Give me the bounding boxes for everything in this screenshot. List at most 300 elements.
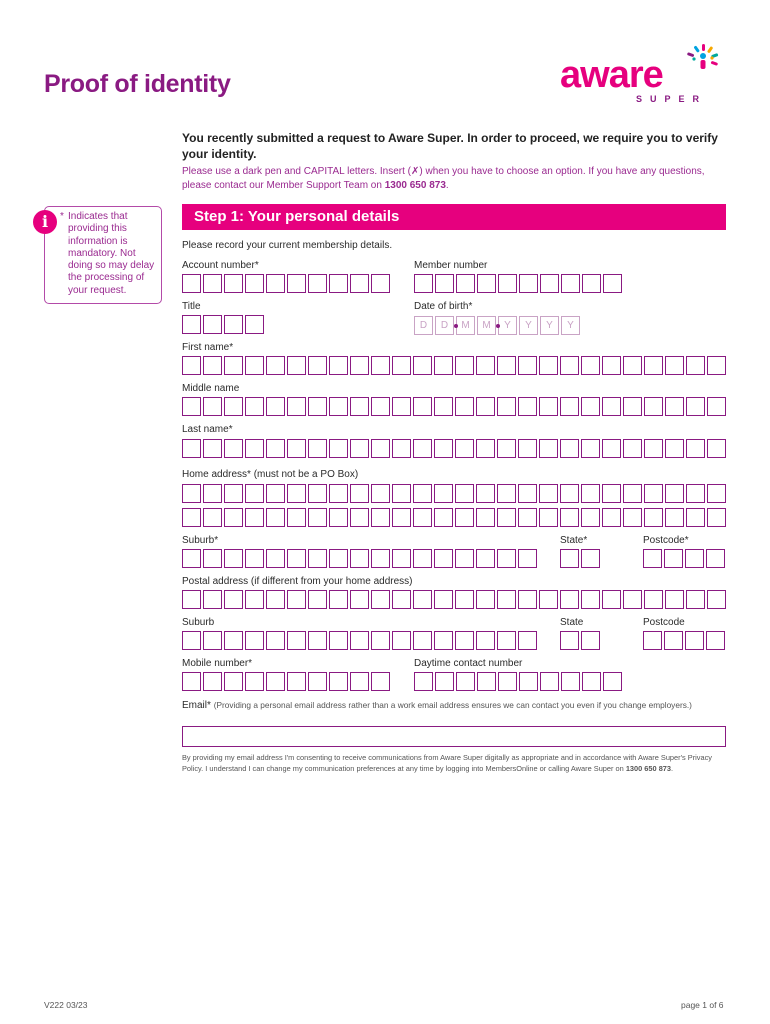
step1-heading: Step 1: Your personal details (194, 208, 400, 225)
char-box[interactable] (581, 397, 600, 416)
char-box[interactable] (287, 439, 306, 458)
char-box[interactable] (350, 590, 369, 609)
postal-postcode-boxes[interactable] (643, 631, 727, 650)
char-box[interactable] (308, 672, 327, 691)
instruction-text: Please record your current membership details. (182, 240, 393, 251)
char-box[interactable] (497, 508, 516, 527)
char-box[interactable] (287, 590, 306, 609)
char-box[interactable] (245, 508, 264, 527)
char-box[interactable] (539, 508, 558, 527)
char-box[interactable] (308, 397, 327, 416)
mandatory-note-text: Indicates that providing this information is mandatory. Not doing so may delay the processing of your request. (68, 211, 155, 296)
char-box[interactable] (266, 508, 285, 527)
char-box[interactable] (476, 356, 495, 375)
char-box[interactable] (540, 672, 559, 691)
char-box[interactable] (224, 397, 243, 416)
intro-note-text: Please use a dark pen and CAPITAL letters. Insert (✗) when you have to choose an option. If you have any questions, please contact our Member Support Team on (182, 166, 705, 191)
char-box[interactable] (182, 274, 201, 293)
char-box[interactable] (413, 397, 432, 416)
char-box[interactable] (581, 439, 600, 458)
char-box[interactable] (455, 508, 474, 527)
char-box[interactable] (350, 672, 369, 691)
char-box[interactable] (455, 631, 474, 650)
char-box[interactable] (392, 549, 411, 568)
member-number-boxes[interactable] (414, 274, 624, 293)
page-title: Proof of identity (44, 70, 231, 98)
consent-body: By providing my email address I'm consenting to receive communications from Aware Super digitally as appropriate and in accordance with Aware Super's Privacy Policy. I understand I can change my communication preferences at any time by logging into MembersOnline or calling Aware Super on (182, 753, 713, 773)
char-box[interactable] (707, 484, 726, 503)
char-box[interactable] (561, 274, 580, 293)
char-box[interactable] (287, 484, 306, 503)
char-box[interactable] (434, 508, 453, 527)
char-box[interactable] (518, 484, 537, 503)
char-box[interactable] (203, 549, 222, 568)
char-box[interactable] (266, 484, 285, 503)
char-box[interactable] (518, 397, 537, 416)
char-box[interactable] (518, 590, 537, 609)
char-box[interactable] (245, 356, 264, 375)
char-box[interactable] (685, 549, 704, 568)
char-box[interactable] (623, 484, 642, 503)
char-box[interactable] (245, 631, 264, 650)
char-box[interactable] (182, 356, 201, 375)
char-box[interactable] (560, 631, 579, 650)
first-name-boxes[interactable] (182, 356, 728, 375)
char-box[interactable] (603, 672, 622, 691)
char-box[interactable] (581, 590, 600, 609)
char-box[interactable] (560, 508, 579, 527)
char-box[interactable] (203, 484, 222, 503)
char-box[interactable] (707, 439, 726, 458)
char-box[interactable] (371, 439, 390, 458)
char-box[interactable] (182, 439, 201, 458)
char-box[interactable] (224, 484, 243, 503)
char-box[interactable] (287, 356, 306, 375)
char-box[interactable] (644, 397, 663, 416)
char-box[interactable] (623, 439, 642, 458)
char-box[interactable] (371, 672, 390, 691)
char-box[interactable] (413, 484, 432, 503)
state-required-label: State* (560, 535, 588, 546)
char-box[interactable] (350, 356, 369, 375)
char-box[interactable] (371, 549, 390, 568)
char-box[interactable] (224, 590, 243, 609)
char-box[interactable] (706, 549, 725, 568)
char-box[interactable] (455, 549, 474, 568)
account-number-label: Account number* (182, 260, 259, 271)
char-box[interactable] (435, 672, 454, 691)
char-box[interactable] (581, 508, 600, 527)
info-icon: i (33, 210, 57, 234)
char-box[interactable] (644, 508, 663, 527)
intro-note (182, 165, 722, 193)
char-box[interactable] (266, 672, 285, 691)
dob-box[interactable]: Y (498, 316, 517, 335)
char-box[interactable] (540, 274, 559, 293)
char-box[interactable] (266, 439, 285, 458)
char-box[interactable] (203, 508, 222, 527)
char-box[interactable] (182, 631, 201, 650)
char-box[interactable] (603, 274, 622, 293)
char-box[interactable] (329, 508, 348, 527)
char-box[interactable] (539, 439, 558, 458)
postal-address-label: Postal address (if different from your home address) (182, 576, 413, 587)
consent-end: . (671, 763, 674, 773)
mandatory-star: * (60, 211, 64, 222)
char-box[interactable] (434, 397, 453, 416)
char-box[interactable] (581, 631, 600, 650)
mobile-boxes[interactable] (182, 672, 392, 691)
char-box[interactable] (203, 672, 222, 691)
char-box[interactable] (644, 590, 663, 609)
char-box[interactable] (329, 397, 348, 416)
char-box[interactable] (182, 484, 201, 503)
home-state-boxes[interactable] (560, 549, 602, 568)
char-box[interactable] (497, 549, 516, 568)
char-box[interactable] (519, 672, 538, 691)
char-box[interactable] (224, 356, 243, 375)
suburb-label: Suburb (182, 617, 215, 628)
char-box[interactable] (539, 397, 558, 416)
char-box[interactable] (623, 397, 642, 416)
char-box[interactable] (434, 590, 453, 609)
daytime-boxes[interactable] (414, 672, 624, 691)
char-box[interactable] (518, 356, 537, 375)
char-box[interactable] (686, 397, 705, 416)
char-box[interactable] (308, 274, 327, 293)
char-box[interactable] (539, 356, 558, 375)
char-box[interactable] (476, 508, 495, 527)
dob-boxes[interactable] (414, 316, 582, 335)
char-box[interactable] (456, 274, 475, 293)
char-box[interactable] (413, 590, 432, 609)
dob-box[interactable]: Y (540, 316, 559, 335)
char-box[interactable] (287, 397, 306, 416)
page-number: page 1 of 6 (681, 1000, 724, 1010)
last-name-boxes[interactable] (182, 439, 728, 458)
dob-label: Date of birth* (414, 301, 473, 312)
char-box[interactable] (329, 274, 348, 293)
char-box[interactable] (392, 590, 411, 609)
home-address-label: Home address* (must not be a PO Box) (182, 469, 359, 480)
char-box[interactable] (582, 672, 601, 691)
char-box[interactable] (686, 356, 705, 375)
char-box[interactable] (392, 397, 411, 416)
char-box[interactable] (582, 274, 601, 293)
title-label: Title (182, 301, 201, 312)
postal-state-boxes[interactable] (560, 631, 602, 650)
char-box[interactable] (329, 484, 348, 503)
home-address-line2-boxes[interactable] (182, 508, 728, 527)
char-box[interactable] (392, 356, 411, 375)
char-box[interactable] (518, 549, 537, 568)
char-box[interactable] (203, 397, 222, 416)
char-box[interactable] (686, 439, 705, 458)
char-box[interactable] (308, 631, 327, 650)
char-box[interactable] (497, 397, 516, 416)
char-box[interactable] (371, 508, 390, 527)
char-box[interactable] (224, 631, 243, 650)
char-box[interactable] (308, 508, 327, 527)
char-box[interactable] (686, 484, 705, 503)
char-box[interactable] (245, 315, 264, 334)
char-box[interactable] (602, 508, 621, 527)
char-box[interactable] (602, 484, 621, 503)
char-box[interactable] (371, 356, 390, 375)
dob-box[interactable]: M (456, 316, 475, 335)
char-box[interactable] (287, 508, 306, 527)
char-box[interactable] (371, 631, 390, 650)
char-box[interactable] (413, 439, 432, 458)
char-box[interactable] (414, 672, 433, 691)
char-box[interactable] (203, 356, 222, 375)
char-box[interactable] (476, 549, 495, 568)
char-box[interactable] (413, 508, 432, 527)
char-box[interactable] (392, 508, 411, 527)
char-box[interactable] (308, 484, 327, 503)
char-box[interactable] (287, 274, 306, 293)
char-box[interactable] (518, 439, 537, 458)
char-box[interactable] (350, 631, 369, 650)
char-box[interactable] (245, 549, 264, 568)
char-box[interactable] (707, 356, 726, 375)
home-suburb-boxes[interactable] (182, 549, 539, 568)
char-box[interactable] (224, 274, 243, 293)
char-box[interactable] (455, 356, 474, 375)
char-box[interactable] (287, 631, 306, 650)
char-box[interactable] (203, 315, 222, 334)
char-box[interactable] (665, 484, 684, 503)
char-box[interactable] (707, 397, 726, 416)
char-box[interactable] (456, 672, 475, 691)
dob-separator (496, 324, 500, 328)
char-box[interactable] (561, 672, 580, 691)
char-box[interactable] (287, 549, 306, 568)
char-box[interactable] (476, 397, 495, 416)
email-input[interactable] (182, 726, 726, 747)
char-box[interactable] (371, 590, 390, 609)
char-box[interactable] (539, 484, 558, 503)
char-box[interactable] (665, 397, 684, 416)
home-postcode-boxes[interactable] (643, 549, 727, 568)
char-box[interactable] (581, 484, 600, 503)
char-box[interactable] (245, 672, 264, 691)
dob-box[interactable]: M (477, 316, 496, 335)
char-box[interactable] (392, 439, 411, 458)
char-box[interactable] (664, 631, 683, 650)
char-box[interactable] (350, 274, 369, 293)
char-box[interactable] (560, 549, 579, 568)
char-box[interactable] (371, 274, 390, 293)
char-box[interactable] (435, 274, 454, 293)
char-box[interactable] (686, 508, 705, 527)
char-box[interactable] (643, 631, 662, 650)
char-box[interactable] (392, 484, 411, 503)
char-box[interactable] (497, 439, 516, 458)
char-box[interactable] (245, 590, 264, 609)
middle-name-boxes[interactable] (182, 397, 728, 416)
char-box[interactable] (707, 590, 726, 609)
char-box[interactable] (266, 397, 285, 416)
char-box[interactable] (182, 315, 201, 334)
char-box[interactable] (329, 631, 348, 650)
char-box[interactable] (602, 590, 621, 609)
char-box[interactable] (245, 397, 264, 416)
char-box[interactable] (560, 439, 579, 458)
intro-heading: You recently submitted a request to Aware Super. In order to proceed, we require you to verify your identity. (182, 131, 718, 161)
char-box[interactable] (350, 397, 369, 416)
char-box[interactable] (245, 484, 264, 503)
char-box[interactable] (224, 549, 243, 568)
char-box[interactable] (665, 508, 684, 527)
char-box[interactable] (308, 439, 327, 458)
char-box[interactable] (602, 356, 621, 375)
char-box[interactable] (434, 356, 453, 375)
account-number-boxes[interactable] (182, 274, 392, 293)
char-box[interactable] (308, 590, 327, 609)
char-box[interactable] (224, 439, 243, 458)
last-name-label: Last name* (182, 424, 233, 435)
char-box[interactable] (266, 590, 285, 609)
char-box[interactable] (706, 631, 725, 650)
char-box[interactable] (224, 315, 243, 334)
postcode-required-label: Postcode* (643, 535, 689, 546)
char-box[interactable] (455, 590, 474, 609)
email-note: (Providing a personal email address rather than a work email address ensures we can contact you even if you change employers.) (213, 700, 692, 710)
char-box[interactable] (476, 631, 495, 650)
char-box[interactable] (413, 631, 432, 650)
char-box[interactable] (392, 631, 411, 650)
char-box[interactable] (182, 590, 201, 609)
char-box[interactable] (329, 356, 348, 375)
char-box[interactable] (477, 672, 496, 691)
char-box[interactable] (329, 439, 348, 458)
char-box[interactable] (476, 590, 495, 609)
char-box[interactable] (455, 439, 474, 458)
char-box[interactable] (497, 631, 516, 650)
char-box[interactable] (498, 274, 517, 293)
char-box[interactable] (498, 672, 517, 691)
char-box[interactable] (182, 549, 201, 568)
char-box[interactable] (350, 439, 369, 458)
char-box[interactable] (413, 549, 432, 568)
char-box[interactable] (665, 439, 684, 458)
char-box[interactable] (497, 484, 516, 503)
char-box[interactable] (414, 274, 433, 293)
char-box[interactable] (329, 549, 348, 568)
char-box[interactable] (497, 590, 516, 609)
char-box[interactable] (518, 631, 537, 650)
char-box[interactable] (560, 397, 579, 416)
title-boxes[interactable] (182, 315, 266, 334)
char-box[interactable] (266, 631, 285, 650)
char-box[interactable] (519, 274, 538, 293)
char-box[interactable] (560, 590, 579, 609)
home-address-line1-boxes[interactable] (182, 484, 728, 503)
char-box[interactable] (665, 356, 684, 375)
char-box[interactable] (182, 397, 201, 416)
char-box[interactable] (643, 549, 662, 568)
char-box[interactable] (664, 549, 683, 568)
char-box[interactable] (413, 356, 432, 375)
char-box[interactable] (434, 439, 453, 458)
char-box[interactable] (350, 508, 369, 527)
char-box[interactable] (581, 356, 600, 375)
char-box[interactable] (665, 590, 684, 609)
char-box[interactable] (224, 672, 243, 691)
char-box[interactable] (182, 508, 201, 527)
char-box[interactable] (455, 484, 474, 503)
char-box[interactable] (581, 549, 600, 568)
char-box[interactable] (623, 508, 642, 527)
char-box[interactable] (371, 484, 390, 503)
char-box[interactable] (434, 484, 453, 503)
char-box[interactable] (203, 274, 222, 293)
dob-box[interactable]: D (435, 316, 454, 335)
mobile-label: Mobile number* (182, 658, 253, 669)
char-box[interactable] (287, 672, 306, 691)
char-box[interactable] (329, 672, 348, 691)
char-box[interactable] (203, 590, 222, 609)
char-box[interactable] (477, 274, 496, 293)
char-box[interactable] (434, 549, 453, 568)
char-box[interactable] (497, 356, 516, 375)
char-box[interactable] (308, 356, 327, 375)
logo-sub: SUPER (636, 94, 708, 104)
char-box[interactable] (350, 549, 369, 568)
char-box[interactable] (560, 484, 579, 503)
char-box[interactable] (434, 631, 453, 650)
char-box[interactable] (476, 484, 495, 503)
dob-separator (454, 324, 458, 328)
dob-box[interactable]: D (414, 316, 433, 335)
char-box[interactable] (329, 590, 348, 609)
char-box[interactable] (266, 549, 285, 568)
char-box[interactable] (224, 508, 243, 527)
char-box[interactable] (644, 356, 663, 375)
char-box[interactable] (685, 631, 704, 650)
char-box[interactable] (644, 439, 663, 458)
char-box[interactable] (245, 274, 264, 293)
char-box[interactable] (350, 484, 369, 503)
char-box[interactable] (476, 439, 495, 458)
char-box[interactable] (371, 397, 390, 416)
char-box[interactable] (602, 397, 621, 416)
char-box[interactable] (539, 590, 558, 609)
char-box[interactable] (455, 397, 474, 416)
postal-suburb-boxes[interactable] (182, 631, 539, 650)
char-box[interactable] (686, 590, 705, 609)
char-box[interactable] (518, 508, 537, 527)
email-label-block (182, 700, 728, 711)
char-box[interactable] (266, 274, 285, 293)
char-box[interactable] (203, 439, 222, 458)
char-box[interactable] (623, 590, 642, 609)
char-box[interactable] (308, 549, 327, 568)
postal-address-boxes[interactable] (182, 590, 728, 609)
char-box[interactable] (182, 672, 201, 691)
char-box[interactable] (560, 356, 579, 375)
dob-box[interactable]: Y (519, 316, 538, 335)
char-box[interactable] (245, 439, 264, 458)
char-box[interactable] (644, 484, 663, 503)
dob-box[interactable]: Y (561, 316, 580, 335)
char-box[interactable] (266, 356, 285, 375)
char-box[interactable] (707, 508, 726, 527)
char-box[interactable] (623, 356, 642, 375)
char-box[interactable] (602, 439, 621, 458)
char-box[interactable] (203, 631, 222, 650)
